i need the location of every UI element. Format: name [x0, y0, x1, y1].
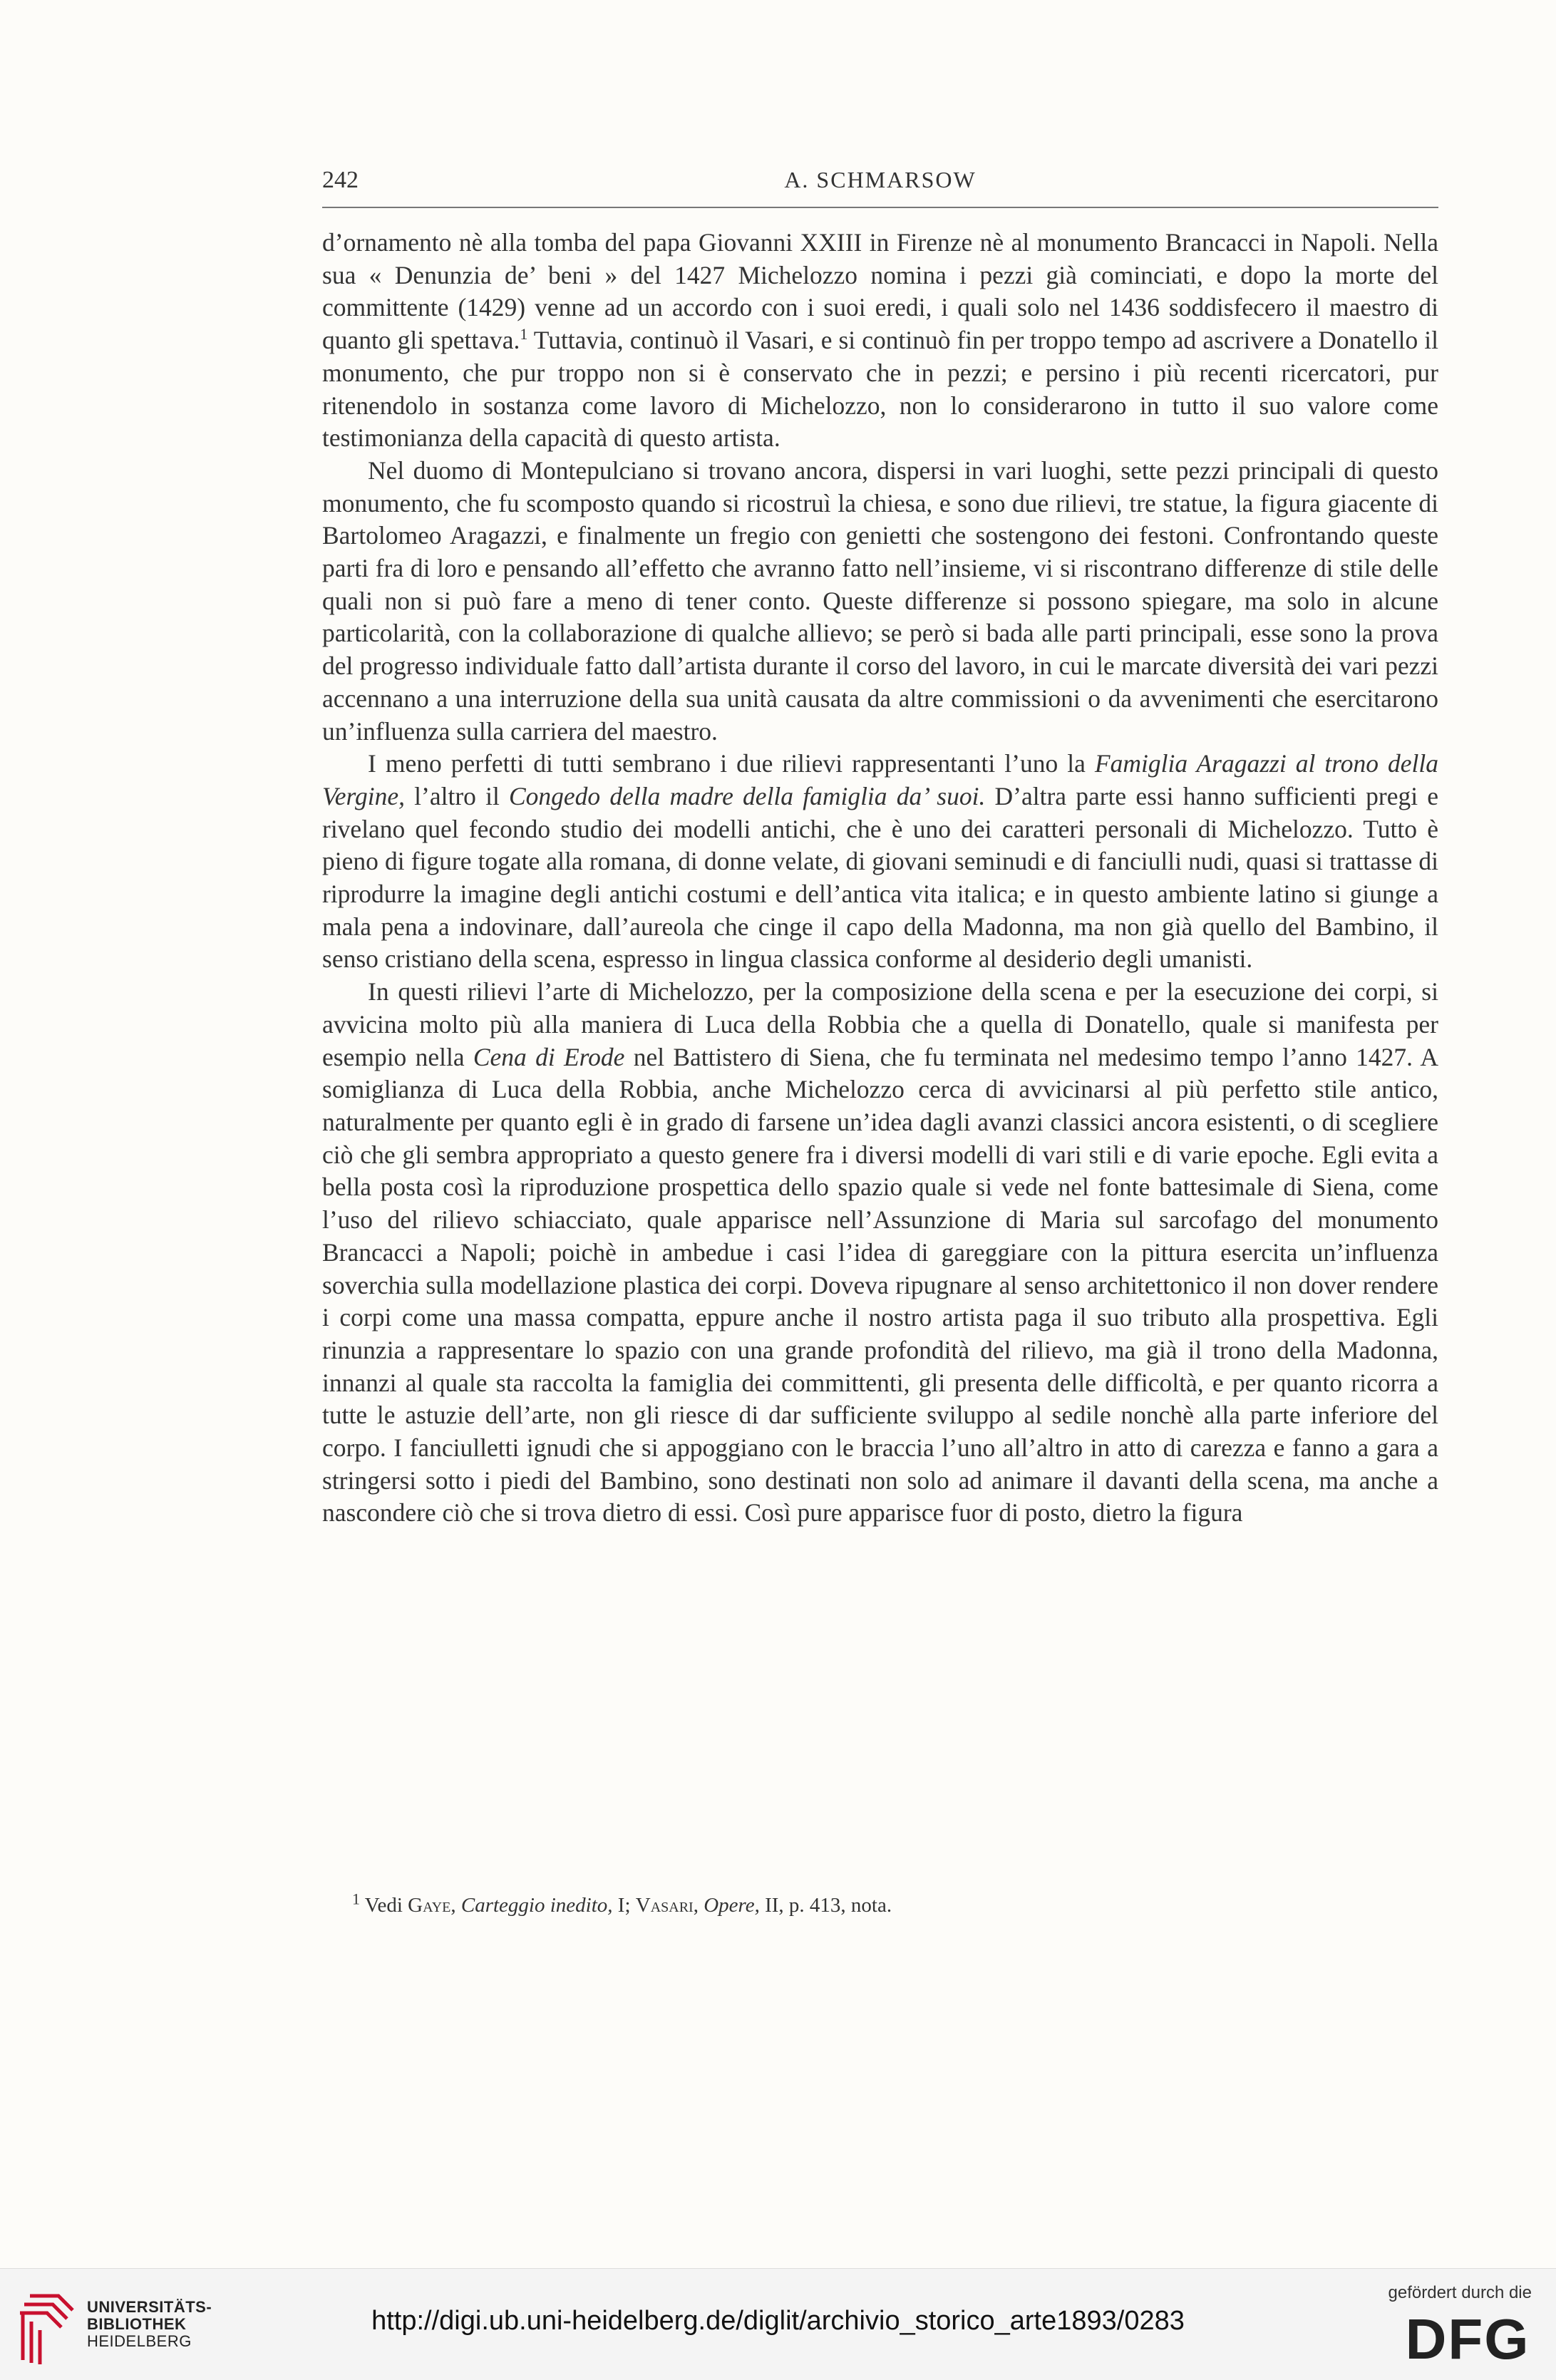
- paragraph: [322, 976, 1438, 1530]
- footnote-mid: I;: [612, 1894, 636, 1917]
- footnote: [352, 1890, 1421, 1917]
- footnote-author-vasari: Vasari,: [635, 1894, 699, 1917]
- footnote-tail: II, p. 413, nota.: [759, 1894, 892, 1917]
- italic-title: Famiglia Aragazzi al trono della Vergine,: [322, 749, 1438, 810]
- text-run: In questi rilievi l’arte di Michelozzo, per la composizione della scena e per la esecuzione dei corpi, si avvicina molto più alla maniera di Luca della Robbia che a quella di Donatello, quale si manifesta per esempio nella: [322, 977, 1438, 1071]
- library-line-2: BIBLIOTHEK: [87, 2315, 187, 2333]
- footer-bar: [0, 2268, 1556, 2380]
- permalink-url[interactable]: http://digi.ub.uni-heidelberg.de/diglit/archivio_storico_arte1893/0283: [371, 2306, 1185, 2336]
- italic-title: Congedo della madre della famiglia da’ suoi.: [508, 781, 986, 810]
- funding-note: gefördert durch die: [1388, 2283, 1532, 2302]
- paragraph: [322, 748, 1438, 976]
- footnote-title-opere: Opere,: [698, 1894, 760, 1917]
- dfg-logo-text: DFG: [1405, 2310, 1530, 2367]
- footnote-marker: 1: [352, 1890, 360, 1908]
- page-number: 242: [322, 167, 359, 193]
- footnote-reference: 1: [520, 325, 528, 344]
- paragraph: [322, 227, 1438, 455]
- library-line-3: HEIDELBERG: [87, 2332, 192, 2350]
- page-header: [322, 164, 1438, 208]
- text-run: d’ornamento nè alla tomba del papa Giovanni XXIII in Firenze nè al monumento Brancacci in Napoli. Nella sua « Denunzia de’ beni » del 1427 Michelozzo nomina i pezzi già cominciati, e dopo la morte del committente (1429) venne ad un accordo con i suoi eredi, i quali solo nel 1436 soddisfecero il maestro di quanto gli spettava.: [322, 228, 1438, 355]
- text-run: D’altra parte essi hanno sufficienti pregi e rivelano quel fecondo studio dei modelli antichi, che è uno dei caratteri personali di Michelozzo. Tutto è pieno di figure togate alla romana, di donne velate, di giovani seminudi e di fanciulli nudi, quasi si trattasse di riprodurre la imagine degli antichi costumi e dell’antica vita italica; e in questo ambiente latino si giunge a mala pena a indovinare, dall’aureola che cinge il capo della Madonna, ma non già quello del Bambino, il senso cristiano della scena, espresso in lingua classica conforme al desiderio degli umanisti.: [322, 781, 1438, 974]
- dfg-logo-icon[interactable]: [1403, 2310, 1532, 2367]
- paragraph: [322, 455, 1438, 748]
- body-text: [322, 227, 1438, 1530]
- footnote-author-gaye: Gaye,: [408, 1894, 456, 1917]
- text-run: Nel duomo di Montepulciano si trovano ancora, dispersi in vari luoghi, sette pezzi principali di questo monumento, che fu scomposto quando si ricostruì la chiesa, e sono due rilievi, tre statue, la figura giacente di Bartolomeo Aragazzi, e finalmente un fregio con genietti che sostengono dei festoni. Confrontando queste parti fra di loro e pensando all’effetto che avranno fatto nell’insieme, vi si riscontrano differenze di stile delle quali non si può fare a meno di tener conto. Queste differenze si possono spiegare, ma solo in alcune particolarità, con la collaborazione di qualche allievo; se però si bada alle parti principali, esse sono la prova del progresso individuale fatto dall’artista durante il corso del lavoro, in cui le marcate diversità dei vari pezzi accennano a una interruzione della sua unità causata da altre commissioni o da avvenimenti che esercitarono un’influenza sulla carriera del maestro.: [322, 455, 1438, 746]
- footnote-title-carteggio: Carteggio inedito,: [455, 1894, 613, 1917]
- footnote-lead: Vedi: [360, 1894, 408, 1917]
- italic-title: Cena di Erode: [473, 1042, 625, 1071]
- text-run: l’altro il: [405, 781, 509, 810]
- running-head: A. SCHMARSOW: [784, 167, 977, 192]
- text-run: Tuttavia, continuò il Vasari, e si continuò fin per troppo tempo ad ascrivere a Donatello il monumento, che pur troppo non si è conservato che in pezzi; e persino i più recenti ricercatori, pur ritenendolo in sostanza come lavoro di Michelozzo, non lo considerarono in tutto il suo valore come testimonianza della capacità di questo artista.: [322, 326, 1438, 453]
- text-run: nel Battistero di Siena, che fu terminata nel medesimo tempo l’anno 1427. A somiglianza di Luca della Robbia, anche Michelozzo cerca di avvicinarsi al più perfetto stile antico, naturalmente per quanto egli è in grado di farsene un’idea dagli avanzi classici ancora esistenti, o di scegliere ciò che gli sembra appropriato a questo genere fra i diversi modelli di vari stili e di varie epoche. Egli evita a bella posta così la riproduzione prospettica dello spazio quale si vede nel fonte battesimale di Siena, come l’uso del rilievo schiacciato, quale apparisce nell’Assunzione di Maria sul sarcofago del monumento Brancacci a Napoli; poichè in ambedue i casi l’idea di gareggiare con la pittura esercita un’influenza soverchia sulla modellazione plastica dei corpi. Doveva ripugnare al senso architettonico il non dover rendere i corpi come una massa compatta, eppure anche il nostro artista paga il suo tributo alla prospettiva. Egli rinunzia a rappresentare lo spazio con una grande profondità del rilievo, ma già il trono della Madonna, innanzi al quale sta raccolta la famiglia dei committenti, gli presenta delle difficoltà, e per quanto ricorra a tutte le astuzie dell’arte, non gli riesce di dar sufficiente sviluppo al sedile nonchè alla parte inferiore del corpo. I fanciulletti ignudi che si appoggiano con le braccia l’uno all’altro in atto di carezza e fanno a gara a stringersi sotto i piedi del Bambino, sono destinati non solo ad animare il davanti della scena, ma anche a nascondere ciò che si trova dietro di essi. Così pure apparisce fuor di posto, dietro la figura: [322, 1042, 1438, 1528]
- text-run: I meno perfetti di tutti sembrano i due rilievi rappresentanti l’uno la: [368, 749, 1095, 778]
- library-line-1: UNIVERSITÄTS-: [87, 2298, 212, 2316]
